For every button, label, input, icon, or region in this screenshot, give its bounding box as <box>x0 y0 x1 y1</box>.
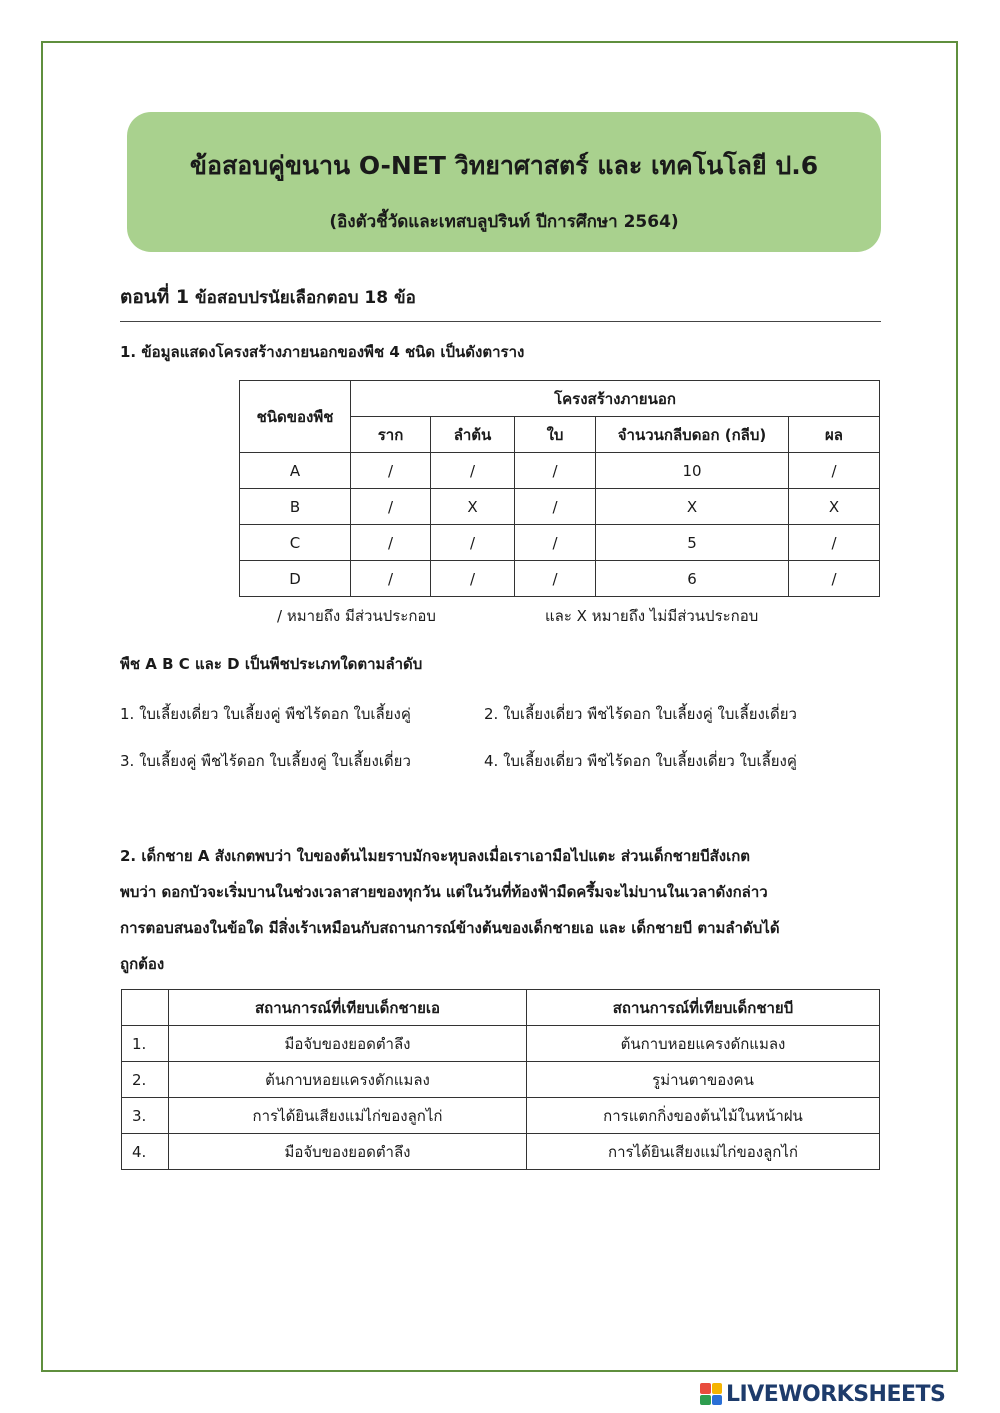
table-cell: / <box>789 561 880 597</box>
table-cell: / <box>431 525 515 561</box>
logo-icon <box>700 1383 722 1405</box>
table-cell: ต้นกาบหอยแครงดักแมลง <box>169 1062 527 1098</box>
table-cell: 10 <box>596 453 789 489</box>
part-description: ข้อสอบปรนัยเลือกตอบ 18 ข้อ <box>195 288 416 308</box>
table-col-header <box>122 990 169 1026</box>
table-col-header: ใบ <box>515 417 596 453</box>
choice-3[interactable]: 3. ใบเลี้ยงคู่ พืชไร้ดอก ใบเลี้ยงคู่ ใบเลี้ยงเดี่ยว <box>120 752 411 770</box>
table-cell: ต้นกาบหอยแครงดักแมลง <box>527 1026 880 1062</box>
table-cell: X <box>431 489 515 525</box>
title-banner <box>127 112 881 252</box>
table-cell: / <box>515 489 596 525</box>
choice-4[interactable]: 4. ใบเลี้ยงเดี่ยว พืชไร้ดอก ใบเลี้ยงเดี่ยว ใบเลี้ยงคู่ <box>484 752 797 770</box>
table-cell: / <box>515 561 596 597</box>
table-cell: การได้ยินเสียงแม่ไก่ของลูกไก่ <box>169 1098 527 1134</box>
table-cell: / <box>351 525 431 561</box>
table-col-header: สถานการณ์ที่เทียบเด็กชายเอ <box>169 990 527 1026</box>
table-row[interactable] <box>122 1026 880 1062</box>
table-cell: / <box>351 561 431 597</box>
table-cell: / <box>351 453 431 489</box>
legend-slash: / หมายถึง มีส่วนประกอบ <box>277 607 436 625</box>
table-cell: D <box>240 561 351 597</box>
question-2-line: การตอบสนองในข้อใด มีสิ่งเร้าเหมือนกับสถานการณ์ข้างต้นของเด็กชายเอ และ เด็กชายบี ตามลำดับได้ <box>120 919 780 937</box>
table-row[interactable] <box>122 1062 880 1098</box>
table-cell: รูม่านตาของคน <box>527 1062 880 1098</box>
table-header-plant-type: ชนิดของพืช <box>240 381 351 453</box>
legend-x: และ X หมายถึง ไม่มีส่วนประกอบ <box>545 607 759 625</box>
question-1-text: 1. ข้อมูลแสดงโครงสร้างภายนอกของพืช 4 ชนิด เป็นดังตาราง <box>120 343 525 361</box>
table-cell: 6 <box>596 561 789 597</box>
option-number: 4. <box>122 1134 169 1170</box>
part-heading <box>120 282 416 312</box>
table-row <box>240 453 880 489</box>
table-cell: การแตกกิ่งของต้นไม้ในหน้าฝน <box>527 1098 880 1134</box>
table-col-header: ราก <box>351 417 431 453</box>
table-cell: / <box>789 525 880 561</box>
table-cell: X <box>596 489 789 525</box>
table-row <box>240 489 880 525</box>
choice-1[interactable]: 1. ใบเลี้ยงเดี่ยว ใบเลี้ยงคู่ พืชไร้ดอก ใบเลี้ยงคู่ <box>120 705 411 723</box>
page-title: ข้อสอบคู่ขนาน O-NET วิทยาศาสตร์ และ เทคโนโลยี ป.6 <box>189 151 819 180</box>
table-col-header: สถานการณ์ที่เทียบเด็กชายบี <box>527 990 880 1026</box>
liveworksheets-logo <box>700 1380 945 1408</box>
option-number: 2. <box>122 1062 169 1098</box>
table-cell: C <box>240 525 351 561</box>
table-cell: B <box>240 489 351 525</box>
table-cell: / <box>351 489 431 525</box>
question-2-line: ถูกต้อง <box>120 955 165 973</box>
question-1-prompt: พืช A B C และ D เป็นพืชประเภทใดตามลำดับ <box>120 655 423 673</box>
table-col-header: จำนวนกลีบดอก (กลีบ) <box>596 417 789 453</box>
divider <box>120 321 881 322</box>
option-number: 3. <box>122 1098 169 1134</box>
table-cell: / <box>515 525 596 561</box>
table-row[interactable] <box>122 1098 880 1134</box>
table-col-header: ผล <box>789 417 880 453</box>
table-cell: / <box>515 453 596 489</box>
question-2-line: 2. เด็กชาย A สังเกตพบว่า ใบของต้นไมยราบมักจะหุบลงเมื่อเราเอามือไปแตะ ส่วนเด็กชายบีสังเกต <box>120 847 751 865</box>
table-cell: / <box>431 453 515 489</box>
page-subtitle: (อิงตัวชี้วัดและเทสบลูปรินท์ ปีการศึกษา 2564) <box>329 212 679 232</box>
table-cell: A <box>240 453 351 489</box>
table-cell: / <box>789 453 880 489</box>
part-label: ตอนที่ 1 <box>120 286 190 308</box>
table-cell: มือจับของยอดตำลึง <box>169 1026 527 1062</box>
question-2-line: พบว่า ดอกบัวจะเริ่มบานในช่วงเวลาสายของทุกวัน แต่ในวันที่ท้องฟ้ามืดครึ้มจะไม่บานในเวลาดังกล่าว <box>120 883 768 901</box>
situation-table <box>121 989 880 1170</box>
option-number: 1. <box>122 1026 169 1062</box>
table-row <box>240 525 880 561</box>
table-col-header: ลำต้น <box>431 417 515 453</box>
table-cell: / <box>431 561 515 597</box>
table-cell: X <box>789 489 880 525</box>
table-cell: มือจับของยอดตำลึง <box>169 1134 527 1170</box>
choice-2[interactable]: 2. ใบเลี้ยงเดี่ยว พืชไร้ดอก ใบเลี้ยงคู่ ใบเลี้ยงเดี่ยว <box>484 705 797 723</box>
table-cell: การได้ยินเสียงแม่ไก่ของลูกไก่ <box>527 1134 880 1170</box>
plant-structure-table <box>239 380 880 597</box>
table-row[interactable] <box>122 1134 880 1170</box>
table-cell: 5 <box>596 525 789 561</box>
logo-text: LIVEWORKSHEETS <box>726 1381 946 1407</box>
question-2-text <box>120 838 882 982</box>
table-header-structure: โครงสร้างภายนอก <box>351 381 880 417</box>
table-row <box>240 561 880 597</box>
